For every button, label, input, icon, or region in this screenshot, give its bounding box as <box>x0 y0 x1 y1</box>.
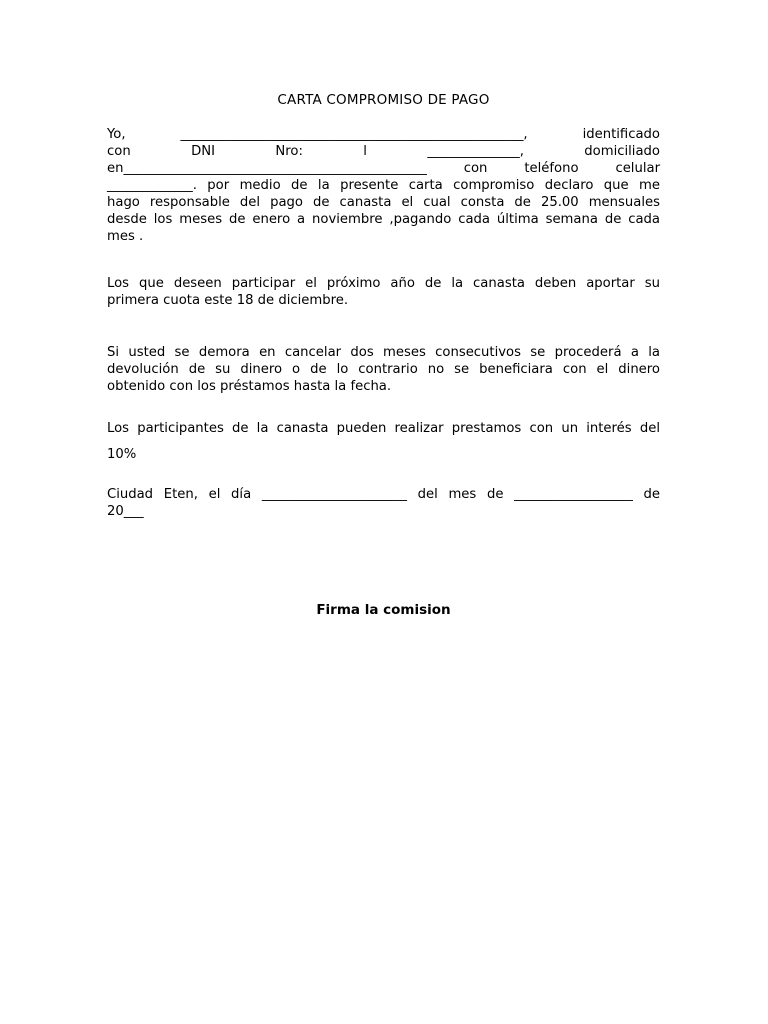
paragraph-line: Los participantes de la canasta pueden realizar prestamos con un interés del <box>107 421 660 436</box>
paragraph-line: primera cuota este 18 de diciembre. <box>107 293 349 308</box>
paragraph-line: 20___ <box>107 504 144 519</box>
paragraph-line: devolución de su dinero o de lo contrario no se beneficiara con el dinero <box>107 362 660 377</box>
paragraph-line: Los que deseen participar el próximo año de la canasta deben aportar su <box>107 276 660 291</box>
commitment-paragraph <box>107 126 660 245</box>
paragraph-line: en______________________________________________ con teléfono celular <box>107 161 660 176</box>
loans-paragraph <box>107 420 660 463</box>
paragraph-line: con DNI Nro: l ______________, domiciliado <box>107 144 660 159</box>
late-payment-paragraph <box>107 344 660 395</box>
paragraph-line: desde los meses de enero a noviembre ,pagando cada última semana de cada <box>107 212 660 227</box>
paragraph-line: mes . <box>107 229 144 244</box>
signature-label: Firma la comision <box>316 602 451 618</box>
document-title: CARTA COMPROMISO DE PAGO <box>277 92 490 108</box>
date-paragraph <box>107 486 660 520</box>
paragraph-line: hago responsable del pago de canasta el cual consta de 25.00 mensuales <box>107 195 660 210</box>
paragraph-line: obtenido con los préstamos hasta la fecha. <box>107 379 392 394</box>
paragraph-line: 10% <box>107 447 137 462</box>
paragraph-line: Ciudad Eten, el día ______________________ del mes de __________________ de <box>107 487 660 502</box>
paragraph-line: Si usted se demora en cancelar dos meses consecutivos se procederá a la <box>107 345 660 360</box>
paragraph-line: Yo, ____________________________________________________, identificado <box>107 127 660 142</box>
participation-paragraph <box>107 275 660 309</box>
paragraph-line: _____________. por medio de la presente carta compromiso declaro que me <box>107 178 660 193</box>
